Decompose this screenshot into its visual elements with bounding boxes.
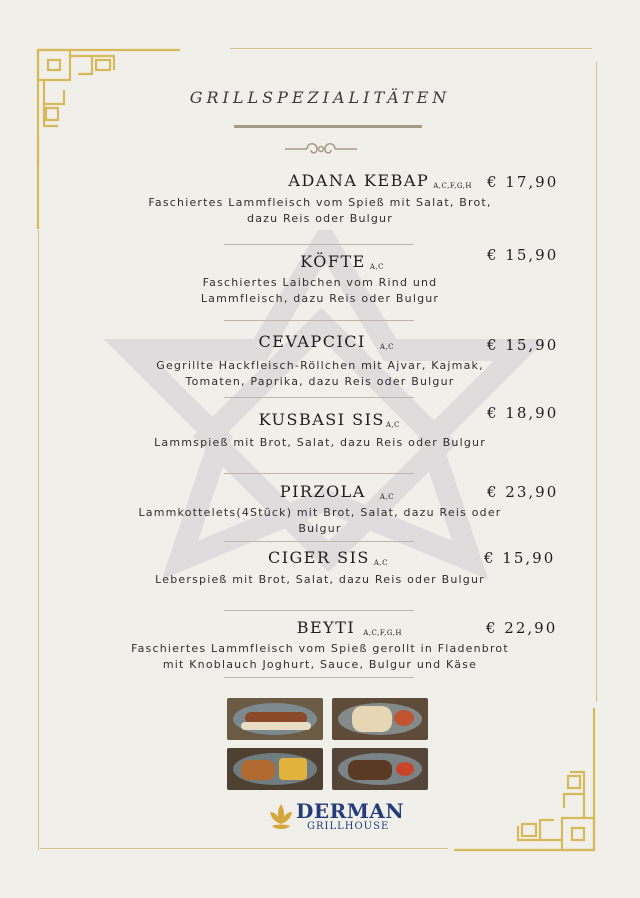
food-photo-adana — [227, 698, 323, 740]
item-separator — [224, 397, 414, 398]
allergen-codes: A,C — [385, 421, 400, 429]
menu-item-price: € 15,90 — [487, 246, 559, 264]
menu-item-description: Leberspieß mit Brot, Salat, dazu Reis oder Bulgur — [155, 573, 485, 586]
allergen-codes: A,C — [379, 493, 394, 501]
menu-item-price: € 18,90 — [487, 404, 559, 422]
menu-item-name: CEVAPCICI A,C — [258, 332, 394, 351]
frame-top-line — [230, 48, 592, 49]
menu-item-price: € 23,90 — [487, 483, 559, 501]
menu-item-price: € 15,90 — [487, 336, 559, 354]
frame-bottom-line — [40, 848, 448, 849]
menu-item-description: Faschiertes Lammfleisch vom Spieß gerollt in Fladenbrot mit Knoblauch Joghurt, Sauce, Bulgur und Käse — [131, 642, 509, 671]
logo-name: DERMAN — [296, 799, 405, 823]
item-separator — [224, 541, 414, 542]
menu-item-description: Faschiertes Lammfleisch vom Spieß mit Salat, Brot, dazu Reis oder Bulgur — [148, 196, 492, 225]
frame-left-line — [38, 230, 39, 850]
food-photo-chicken — [227, 748, 323, 790]
food-photo-kusbasi — [332, 748, 428, 790]
menu-item-price: € 15,90 — [484, 549, 556, 567]
item-separator — [224, 244, 414, 245]
frame-right-line — [596, 62, 597, 702]
title-underline — [234, 125, 422, 128]
menu-item-price: € 17,90 — [487, 173, 559, 191]
allergen-codes: A,C — [369, 263, 384, 271]
food-photo-beyti — [332, 698, 428, 740]
allergen-codes: A,C,F,G,H — [363, 629, 402, 637]
menu-item-description: Lammkottelets(4Stück) mit Brot, Salat, dazu Reis oder Bulgur — [138, 506, 502, 535]
lotus-icon — [266, 800, 296, 834]
allergen-codes: A,C — [379, 343, 394, 351]
item-separator — [224, 473, 414, 474]
item-separator — [224, 610, 414, 611]
menu-item-name: KÖFTE A,C — [300, 252, 384, 271]
allergen-codes: A,C,F,G,H — [433, 182, 472, 190]
corner-ornament-bottom-right — [444, 700, 604, 860]
item-separator — [224, 320, 414, 321]
scroll-ornament — [283, 140, 359, 158]
menu-item-description: Gegrillte Hackfleisch-Röllchen mit Ajvar, Kajmak, Tomaten, Paprika, dazu Reis oder Bulgur — [156, 359, 484, 388]
menu-item-name: BEYTI A,C,F,G,H — [296, 618, 402, 637]
logo-subtitle: GRILLHOUSE — [307, 821, 390, 832]
page-title: GRILLSPEZIALITÄTEN — [189, 88, 451, 107]
menu-item-description: Lammspieß mit Brot, Salat, dazu Reis oder Bulgur — [154, 436, 486, 449]
menu-item-name: KUSBASI SISA,C — [258, 410, 400, 429]
item-separator — [224, 677, 414, 678]
menu-item-description: Faschiertes Laibchen vom Rind und Lammfleisch, dazu Reis oder Bulgur — [200, 276, 440, 305]
menu-item-name: ADANA KEBAP A,C,F,G,H — [288, 171, 472, 190]
menu-item-price: € 22,90 — [486, 619, 558, 637]
allergen-codes: A,C — [373, 559, 388, 567]
menu-item-name: PIRZOLA A,C — [279, 482, 394, 501]
derman-logo — [266, 799, 405, 836]
menu-item-name: CIGER SIS A,C — [267, 548, 388, 567]
